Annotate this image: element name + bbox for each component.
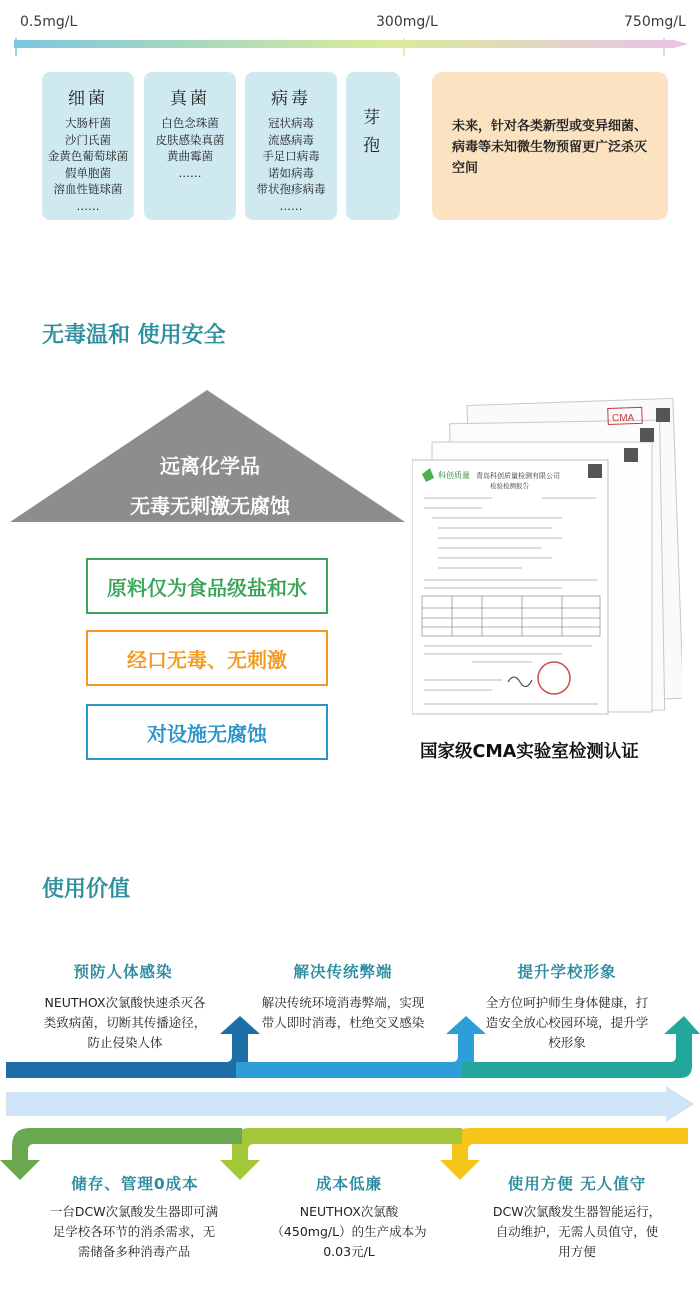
category-title: 细菌 bbox=[68, 89, 108, 109]
concentration-scale bbox=[0, 0, 700, 66]
scale-min-label: 0.5mg/L bbox=[20, 14, 78, 30]
arrow-line-2: 无毒无刺激无腐蚀 bbox=[130, 494, 290, 518]
feature-box-noncorrosive: 对设施无腐蚀 bbox=[86, 704, 328, 760]
value-bottom-head-1: 储存、管理0成本 bbox=[71, 1175, 199, 1193]
category-bacteria bbox=[42, 72, 134, 220]
flow-arrow-middle bbox=[6, 1086, 694, 1122]
scale-mid-label: 300mg/L bbox=[376, 14, 438, 30]
category-spores bbox=[346, 72, 400, 220]
category-title: 真菌 bbox=[170, 89, 210, 109]
cma-caption: 国家级CMA实验室检测认证 bbox=[420, 742, 639, 762]
safety-section-title: 无毒温和 使用安全 bbox=[42, 323, 226, 348]
value-top-text-3: 全方位呵护师生身体健康，打造安全放心校园环境，提升学校形象 bbox=[485, 995, 649, 1050]
category-fungi bbox=[144, 72, 236, 220]
category-items: 大肠杆菌 沙门氏菌 金黄色葡萄球菌 假单胞菌 溶血性链球菌 …… bbox=[47, 116, 129, 213]
future-note-text: 未来，针对各类新型或变异细菌、病毒等未知微生物预留更广泛杀灭空间 bbox=[452, 119, 648, 176]
flow-arrow-top-2 bbox=[236, 1016, 486, 1078]
value-bottom-head-3: 使用方便 无人值守 bbox=[507, 1175, 647, 1193]
report-logo: 科创质量 bbox=[438, 471, 470, 480]
svg-text:CMA: CMA bbox=[612, 413, 635, 424]
category-items: 冠状病毒 流感病毒 手足口病毒 诺如病毒 带状孢疹病毒 …… bbox=[256, 116, 326, 213]
feature-box-nontoxic: 经口无毒、无刺激 bbox=[86, 630, 328, 686]
category-items: 白色念珠菌 皮肤感染真菌 黄曲霉菌 …… bbox=[155, 116, 225, 180]
category-title: 芽 孢 bbox=[363, 108, 383, 156]
value-section-title: 使用价值 bbox=[42, 877, 131, 902]
category-virus bbox=[245, 72, 337, 220]
test-report-image bbox=[412, 398, 682, 716]
future-note-card bbox=[432, 72, 668, 220]
value-bottom-text-3: DCW次氯酸发生器智能运行，自动维护，无需人员值守，使用方便 bbox=[492, 1204, 662, 1259]
value-top-head-3: 提升学校形象 bbox=[517, 963, 617, 981]
scale-max-label: 750mg/L bbox=[624, 14, 686, 30]
report-company: 青岛科创质量检测有限公司 bbox=[476, 473, 560, 480]
feature-box-food-grade: 原料仅为食品级盐和水 bbox=[86, 558, 328, 614]
arrow-line-1: 远离化学品 bbox=[160, 454, 260, 478]
value-top-text-1: NEUTHOX次氯酸快速杀灭各类致病菌，切断其传播途径，防止侵染人体 bbox=[43, 995, 207, 1050]
value-bottom-head-2: 成本低廉 bbox=[315, 1175, 382, 1193]
category-title: 病毒 bbox=[271, 89, 311, 109]
value-top-text-2: 解决传统环境消毒弊端，实现带人即时消毒，杜绝交叉感染 bbox=[261, 995, 425, 1030]
value-top-head-2: 解决传统弊端 bbox=[293, 963, 393, 981]
value-bottom-text-2: NEUTHOX次氯酸（450mg/L）的生产成本为0.03元/L bbox=[271, 1204, 427, 1259]
scale-bar bbox=[14, 40, 688, 48]
flow-arrow-top-3 bbox=[462, 1016, 700, 1078]
value-flow-diagram bbox=[0, 1010, 700, 1190]
flow-arrow-top-1 bbox=[6, 1016, 260, 1078]
report-name: 检验检测报告 bbox=[490, 483, 529, 490]
value-top-head-1: 预防人体感染 bbox=[73, 963, 173, 981]
value-bottom-text-1: 一台DCW次氯酸发生器即可满足学校各环节的消杀需求，无需储备多种消毒产品 bbox=[49, 1204, 219, 1259]
